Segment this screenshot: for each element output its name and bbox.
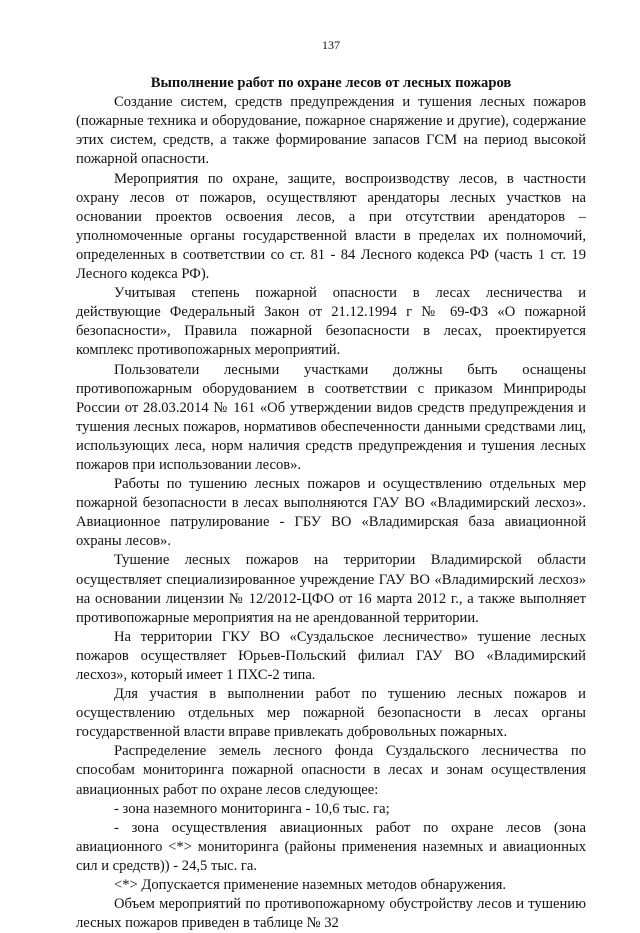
footnote: <*> Допускается применение наземных методов обнаружения. — [114, 877, 507, 894]
paragraph: Распределение земель лесного фонда Суздальского лесничества по способам мониторинга пожарной опасности в лесах и зонам осуществления авиационных работ по охране лесов следующее: — [76, 743, 586, 798]
paragraph: Мероприятия по охране, защите, воспроизводству лесов, в частности охрану лесов от пожаров, осуществляют арендаторы лесных участков на основании проектов освоения лесов, а при отсутствии арендаторов – уполномоченные органы государственной власти в пределах их полномочий, определенных в соответствии со ст. 81 - 84 Лесного кодекса РФ (часть 1 ст. 19 Лесного кодекса РФ). — [76, 170, 586, 283]
paragraph: Объем мероприятий по противопожарному обустройству лесов и тушению лесных пожаров приведен в таблице № 32 — [76, 896, 586, 932]
section-title: Выполнение работ по охране лесов от лесных пожаров — [150, 75, 512, 92]
paragraph: Для участия в выполнении работ по тушению лесных пожаров и осуществлению отдельных мер пожарной безопасности в лесах органы государственной власти вправе привлекать добровольных пожарных. — [76, 686, 586, 741]
page-number: 137 — [322, 38, 340, 52]
list-item: - зона наземного мониторинга - 10,6 тыс. га; — [114, 800, 390, 817]
paragraph: На территории ГКУ ВО «Суздальское лесничество» тушение лесных пожаров осуществляет Юрьев-Польский филиал ГАУ ВО «Владимирский лесхоз», который имеет 1 ПХС-2 типа. — [76, 628, 586, 683]
paragraph: Учитывая степень пожарной опасности в лесах лесничества и действующие Федеральный Закон от 21.12.1994 г № 69-ФЗ «О пожарной безопасности», Правила пожарной безопасности в лесах, проектируется комплекс противопожарных мероприятий. — [76, 285, 586, 359]
paragraph: Работы по тушению лесных пожаров и осуществлению отдельных мер пожарной безопасности в лесах выполняются ГАУ ВО «Владимирский лесхоз». Авиационное патрулирование - ГБУ ВО «Владимирская база авиационной охраны лесов». — [76, 476, 586, 550]
paragraph: Создание систем, средств предупреждения и тушения лесных пожаров (пожарные техника и оборудование, пожарное снаряжение и другие), содержание этих систем, средств, а также формирование запасов ГСМ на период высокой пожарной опасности. — [76, 94, 586, 168]
paragraph: Пользователи лесными участками должны быть оснащены противопожарным оборудованием в соответствии с приказом Минприроды России от 28.03.2014 № 161 «Об утверждении видов средств предупреждения и тушения лесных пожаров, нормативов обеспеченности данными средствами лиц, использующих леса, норм наличия средств предупреждения и тушения лесных пожаров при использовании лесов». — [76, 361, 586, 473]
list-item: - зона осуществления авиационных работ по охране лесов (зона авиационного <*> мониторинга (районы применения наземных и авиационных сил и средств)) - 24,5 тыс. га. — [76, 819, 586, 874]
paragraph: Тушение лесных пожаров на территории Владимирской области осуществляет специализированное учреждение ГАУ ВО «Владимирский лесхоз» на основании лицензии № 12/2012-ЦФО от 16 марта 2012 г., а также выполняет противопожарные мероприятия на не арендованной территории. — [76, 552, 586, 626]
